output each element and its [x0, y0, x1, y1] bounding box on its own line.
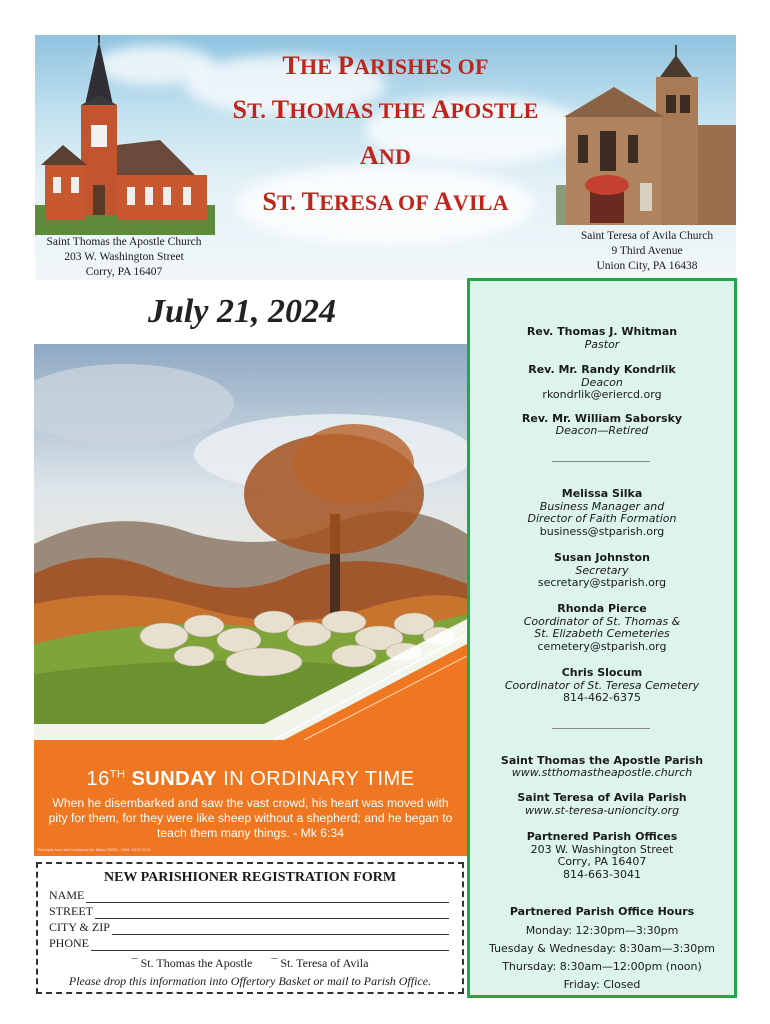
- office-hours-thursday: Thursday: 8:30am—12:00pm (noon): [502, 960, 702, 973]
- susan-johnston-email[interactable]: secretary@stparish.org: [537, 576, 667, 589]
- chris-slocum-role: Coordinator of St. Teresa Cemetery: [504, 679, 700, 692]
- form-instructions: Please drop this information into Offertory Basket or mail to Parish Office.: [68, 974, 432, 988]
- form-phone-field[interactable]: [49, 936, 449, 951]
- form-title: NEW PARISHIONER REGISTRATION FORM: [103, 870, 397, 885]
- office-street: 203 W. Washington Street: [530, 843, 674, 856]
- st-thomas-parish-website[interactable]: www.stthomastheapostle.church: [511, 766, 693, 779]
- pastor-role: Pastor: [584, 338, 620, 351]
- pastor-name: Rev. Thomas J. Whitman: [526, 325, 678, 338]
- office-hours-title: Partnered Parish Office Hours: [509, 905, 695, 918]
- form-street-label: STREET: [49, 904, 93, 918]
- rhonda-pierce-name: Rhonda Pierce: [557, 602, 647, 615]
- bulletin-date: July 21, 2024: [148, 293, 336, 330]
- melissa-silka-role-2: Director of Faith Formation: [527, 512, 677, 525]
- option-st-thomas-checkbox[interactable]: ¯ St. Thomas the Apostle: [131, 956, 253, 970]
- form-city-zip-label: CITY & ZIP: [49, 920, 110, 934]
- rhonda-pierce-email[interactable]: cemetery@stparish.org: [537, 640, 667, 653]
- deacon1-role: Deacon: [581, 376, 623, 389]
- st-teresa-church-street: 9 Third Avenue: [611, 245, 683, 257]
- deacon1-name: Rev. Mr. Randy Kondrlik: [528, 363, 676, 376]
- title-line-2: ST. THOMAS THE APOSTLE: [232, 95, 539, 124]
- st-thomas-church-name: Saint Thomas the Apostle Church: [46, 236, 202, 248]
- title-line-4: ST. TERESA OF AVILA: [262, 187, 509, 216]
- chris-slocum-name: Chris Slocum: [561, 666, 643, 679]
- office-hours-tue-wed: Tuesday & Wednesday: 8:30am—3:30pm: [489, 942, 715, 955]
- poster-copyright: Excerpts from the Lectionary for Mass ©2001, 1998, 1970 CCD.: [38, 847, 152, 852]
- deacon1-email[interactable]: rkondrlik@eriercd.org: [542, 388, 662, 401]
- chris-slocum-phone: 814-462-6375: [563, 691, 641, 704]
- registration-form: [36, 862, 464, 994]
- divider: [552, 461, 650, 462]
- st-teresa-parish-website[interactable]: www.st-teresa-unioncity.org: [524, 804, 680, 817]
- st-teresa-parish-name: Saint Teresa of Avila Parish: [517, 791, 687, 804]
- melissa-silka-email[interactable]: business@stparish.org: [539, 525, 665, 538]
- st-teresa-church-caption: [558, 229, 736, 274]
- poster-title: 16TH SUNDAY IN ORDINARY TIME: [86, 768, 415, 790]
- title-line-1: THE PARISHES OF: [282, 51, 489, 80]
- form-name-label: NAME: [49, 888, 85, 902]
- office-hours-monday: Monday: 12:30pm—3:30pm: [525, 924, 679, 937]
- form-city-zip-field[interactable]: [49, 920, 449, 935]
- deacon2-role: Deacon—Retired: [555, 424, 649, 437]
- header-banner: [35, 35, 736, 280]
- melissa-silka-role-1: Business Manager and: [539, 500, 665, 513]
- divider: [552, 728, 650, 729]
- melissa-silka-name: Melissa Silka: [561, 487, 643, 500]
- susan-johnston-role: Secretary: [575, 564, 629, 577]
- rhonda-pierce-role-2: St. Elizabeth Cemeteries: [534, 627, 670, 640]
- sunday-poster: [34, 344, 467, 856]
- office-city: Corry, PA 16407: [557, 855, 647, 868]
- form-street-field[interactable]: [49, 904, 449, 919]
- staff-directory: [467, 278, 737, 998]
- option-st-teresa-checkbox[interactable]: ¯ St. Teresa of Avila: [271, 956, 369, 970]
- st-thomas-church-city: Corry, PA 16407: [85, 266, 163, 278]
- office-phone: 814-663-3041: [563, 868, 641, 881]
- deacon2-name: Rev. Mr. William Saborsky: [521, 412, 683, 425]
- susan-johnston-name: Susan Johnston: [554, 551, 650, 564]
- st-thomas-church-street: 203 W. Washington Street: [64, 251, 184, 263]
- st-teresa-church-city: Union City, PA 16438: [596, 260, 698, 272]
- st-thomas-church-caption: [35, 235, 213, 280]
- form-name-field[interactable]: [49, 888, 449, 903]
- office-title: Partnered Parish Offices: [526, 830, 678, 843]
- st-teresa-church-name: Saint Teresa of Avila Church: [580, 230, 714, 242]
- form-phone-label: PHONE: [49, 936, 90, 950]
- poster-scripture-quote: When he disembarked and saw the vast crowd, his heart was moved with pity for them, for they were like sheep without a shepherd; and he began to teach them many things. - Mk 6:34: [48, 796, 453, 840]
- office-hours-friday: Friday: Closed: [563, 978, 641, 991]
- form-parish-options: [38, 956, 462, 971]
- rhonda-pierce-role-1: Coordinator of St. Thomas &: [523, 615, 681, 628]
- st-thomas-parish-name: Saint Thomas the Apostle Parish: [500, 754, 704, 767]
- title-line-3: AND: [359, 141, 412, 170]
